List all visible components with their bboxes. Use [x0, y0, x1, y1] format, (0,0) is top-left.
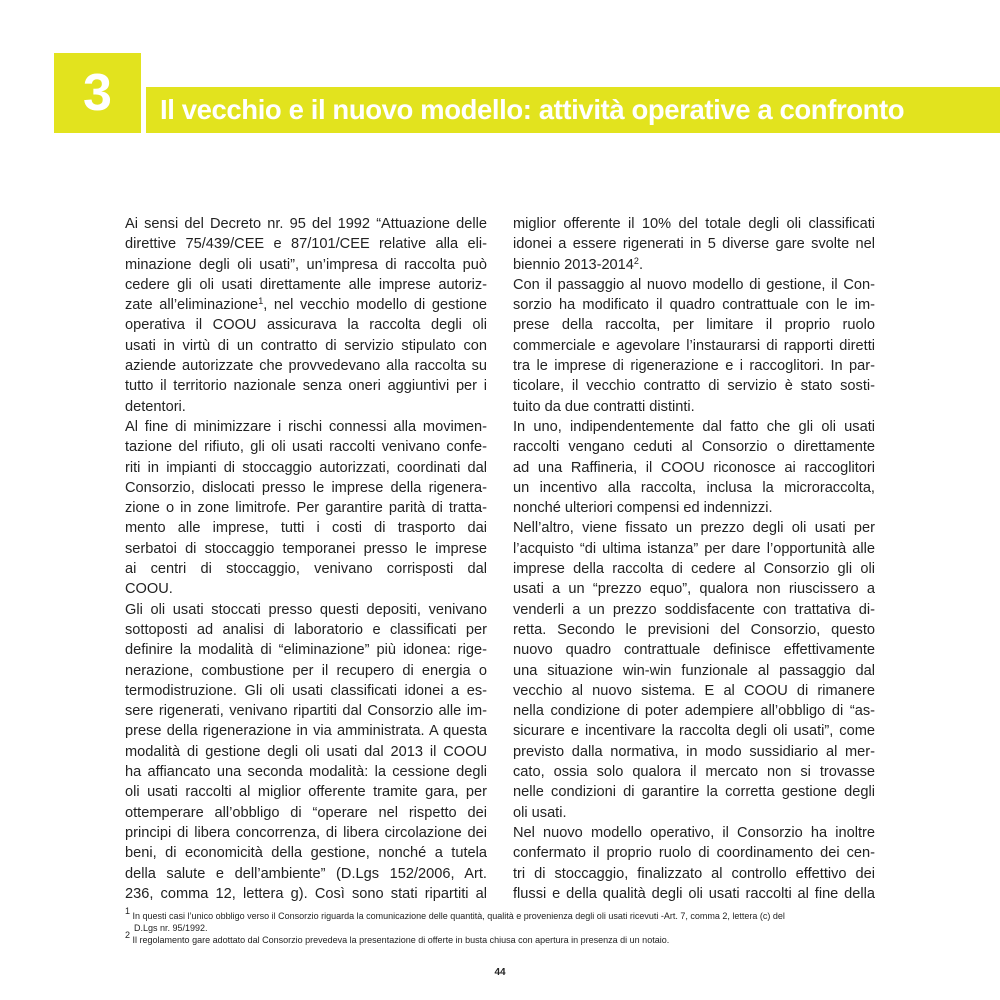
footnote-text: Il regolamento gare adottato dal Consorzio prevedeva la presentazione di offerte in busta chiusa con apertura in presenza di un notaio.	[132, 935, 670, 945]
text-line: 236, comma 12, lettera g). Così sono stati ripartiti al	[125, 885, 487, 902]
text-line: COOU.	[125, 581, 173, 598]
text-line: serbatoi di stoccaggio temporanei presso le imprese	[125, 540, 487, 557]
text-line: detentori.	[125, 398, 186, 415]
text-line: beni, di economicità della gestione, nonché a tutela	[125, 845, 487, 862]
text-line: tri di stoccaggio, finalizzato al controllo effettivo dei	[513, 865, 875, 882]
text-line: tazione del rifiuto, gli oli usati raccolti venivano confe-	[125, 439, 487, 456]
footnote-text: In questi casi l’unico obbligo verso il Consorzio riguarda la comunicazione delle quantità, qualità e provenienza degli oli usati ricevuti -Art. 7, comma 2, lettera (c) del	[132, 911, 785, 921]
text-line: In uno, indipendentemente dal fatto che gli oli usati	[513, 418, 875, 435]
text-line: ticolare, il vecchio contratto di servizio è stato sosti-	[513, 378, 875, 395]
footnote-2	[125, 930, 885, 946]
text-line: retta. Secondo le previsioni del Consorzio, questo	[513, 621, 875, 638]
text-line: imprese della raccolta di cedere al Consorzio gli oli	[513, 561, 875, 578]
text-line: usati in virtù di un contratto di servizio stipulato con	[125, 337, 487, 354]
text-line: ottemperare all’obbligo di “operare nel rispetto dei	[125, 804, 487, 821]
text-line-with-footnote	[125, 295, 487, 315]
left-text-column	[125, 214, 487, 904]
text-line: ha affiancato una seconda modalità: la cessione degli	[125, 764, 487, 781]
text-line: cedere gli oli usati direttamente alle imprese autoriz-	[125, 276, 487, 293]
text-line: oli usati.	[513, 804, 567, 821]
footnote-mark: 2	[125, 930, 131, 940]
text-line: previsto dalla normativa, in modo sussidiario al mer-	[513, 743, 875, 760]
chapter-title-bar	[146, 87, 1000, 133]
text-line: tra le imprese di rigenerazione e i raccoglitori. In par-	[513, 358, 875, 375]
text-line: Nell’altro, viene fissato un prezzo degli oli usati per	[513, 520, 875, 537]
text-fragment: biennio 2013-2014	[513, 256, 634, 273]
text-line: tutto il territorio nazionale senza oneri aggiuntivi per i	[125, 378, 487, 395]
text-line: della salute e dell’ambiente” (D.Lgs 152/2006, Art.	[125, 865, 487, 882]
text-fragment: zate all’eliminazione	[125, 297, 259, 314]
text-fragment: , nel vecchio modello di gestione	[263, 297, 487, 314]
text-line: vecchio al nuovo sistema. E al COOU di rimanere	[513, 682, 875, 699]
text-line: modalità di gestione degli oli usati dal 2013 il COOU	[125, 743, 487, 760]
text-line: mento alle imprese, tutti i costi di trasporto dai	[125, 520, 487, 537]
text-line: operativa il COOU assicurava la raccolta degli oli	[125, 317, 487, 334]
text-line: cato, ossia solo qualora il mercato non si trovasse	[513, 764, 875, 781]
footnote-text: D.Lgs nr. 95/1992.	[134, 923, 208, 933]
text-line: flussi e della qualità degli oli usati raccolti al fine della	[513, 885, 875, 902]
text-line: sere rigenerati, venivano ripartiti dal Consorzio alle im-	[125, 703, 487, 720]
footnote-1	[125, 906, 885, 934]
footnote-ref-2: 2	[633, 255, 639, 266]
text-line: prese della rigenerazione in via amministrata. A questa	[125, 723, 487, 740]
text-line: zione o in zone limitrofe. Per garantire parità di tratta-	[125, 500, 487, 517]
chapter-number-box	[54, 53, 141, 133]
text-line: nella condizione di poter adempiere all’obbligo di “as-	[513, 703, 875, 720]
footnotes	[125, 906, 885, 946]
text-line: commerciale e agevolare l’instaurarsi di rapporti diretti	[513, 337, 875, 354]
text-line: nerazione, combustione per il recupero di energia o	[125, 662, 487, 679]
text-line: nonché ulteriori compensi ed indennizzi.	[513, 500, 773, 517]
page-number: 44	[494, 967, 506, 978]
right-text-column	[513, 214, 875, 904]
text-line: Gli oli usati stoccati presso questi depositi, venivano	[125, 601, 487, 618]
text-line: prese della raccolta, per limitare il proprio ruolo	[513, 317, 875, 334]
text-line: una situazione win-win funzionale al passaggio dal	[513, 662, 875, 679]
text-line: idonei a essere rigenerati in 5 diverse gare svolte nel	[513, 236, 875, 253]
text-line: riti in impianti di stoccaggio autorizzati, coordinati dal	[125, 459, 487, 476]
text-line: sicurare e incentivare la raccolta degli oli usati”, come	[513, 723, 875, 740]
text-line: un incentivo alla raccolta, inclusa la microraccolta,	[513, 479, 875, 496]
text-line: Consorzio, dislocati presso le imprese della rigenera-	[125, 479, 487, 496]
text-line: minazione degli oli usati”, un’impresa di raccolta può	[125, 256, 487, 273]
text-line: sorzio ha modificato il quadro contrattuale con le im-	[513, 297, 875, 314]
text-line: definire la modalità di “eliminazione” più idonea: rige-	[125, 642, 487, 659]
text-line: ai centri di stoccaggio, venivano corrisposti dal	[125, 561, 487, 578]
text-fragment: .	[638, 256, 643, 273]
text-line: oli usati raccolti al miglior offerente tramite gara, per	[125, 784, 487, 801]
text-line: Nel nuovo modello operativo, il Consorzio ha inoltre	[513, 824, 875, 841]
text-line: aziende autorizzate che provvedevano alla raccolta su	[125, 358, 487, 375]
chapter-number: 3	[83, 64, 112, 122]
text-line: l’acquisto “di ultima istanza” per dare l’opportunità alle	[513, 540, 875, 557]
text-line: Ai sensi del Decreto nr. 95 del 1992 “Attuazione delle	[125, 216, 487, 232]
text-line: usati a un “prezzo equo”, qualora non riuscissero a	[513, 581, 875, 598]
text-line: sottoposti ad analisi di laboratorio e classificati per	[125, 621, 487, 638]
text-line-with-footnote	[513, 255, 875, 275]
text-line: miglior offerente il 10% del totale degli oli classificati	[513, 216, 875, 232]
text-line: Al fine di minimizzare i rischi connessi alla movimen-	[125, 418, 487, 435]
chapter-title: Il vecchio e il nuovo modello: attività operative a confronto	[160, 94, 905, 125]
text-line: termodistruzione. Gli oli usati classificati idonei a es-	[125, 682, 487, 699]
text-line: direttive 75/439/CEE e 87/101/CEE relative alla eli-	[125, 236, 487, 253]
text-line: nuovo quadro contrattuale definisce effettivamente	[513, 642, 875, 659]
text-line: principi di libera concorrenza, di libera circolazione dei	[125, 824, 487, 841]
text-line: ad una Raffineria, il COOU riconosce ai raccoglitori	[513, 459, 875, 476]
text-line: confermato il proprio ruolo di coordinamento dei cen-	[513, 845, 875, 862]
text-line: Con il passaggio al nuovo modello di gestione, il Con-	[513, 276, 875, 293]
footnote-mark: 1	[125, 906, 131, 916]
text-line: venderli a un prezzo soddisfacente con trattativa di-	[513, 601, 875, 618]
text-line: tuito da due contratti distinti.	[513, 398, 695, 415]
footnote-ref-1: 1	[258, 296, 264, 307]
text-line: raccolti vengano ceduti al Consorzio o direttamente	[513, 439, 875, 456]
text-line: nelle condizioni di garantire la corretta gestione degli	[513, 784, 875, 801]
